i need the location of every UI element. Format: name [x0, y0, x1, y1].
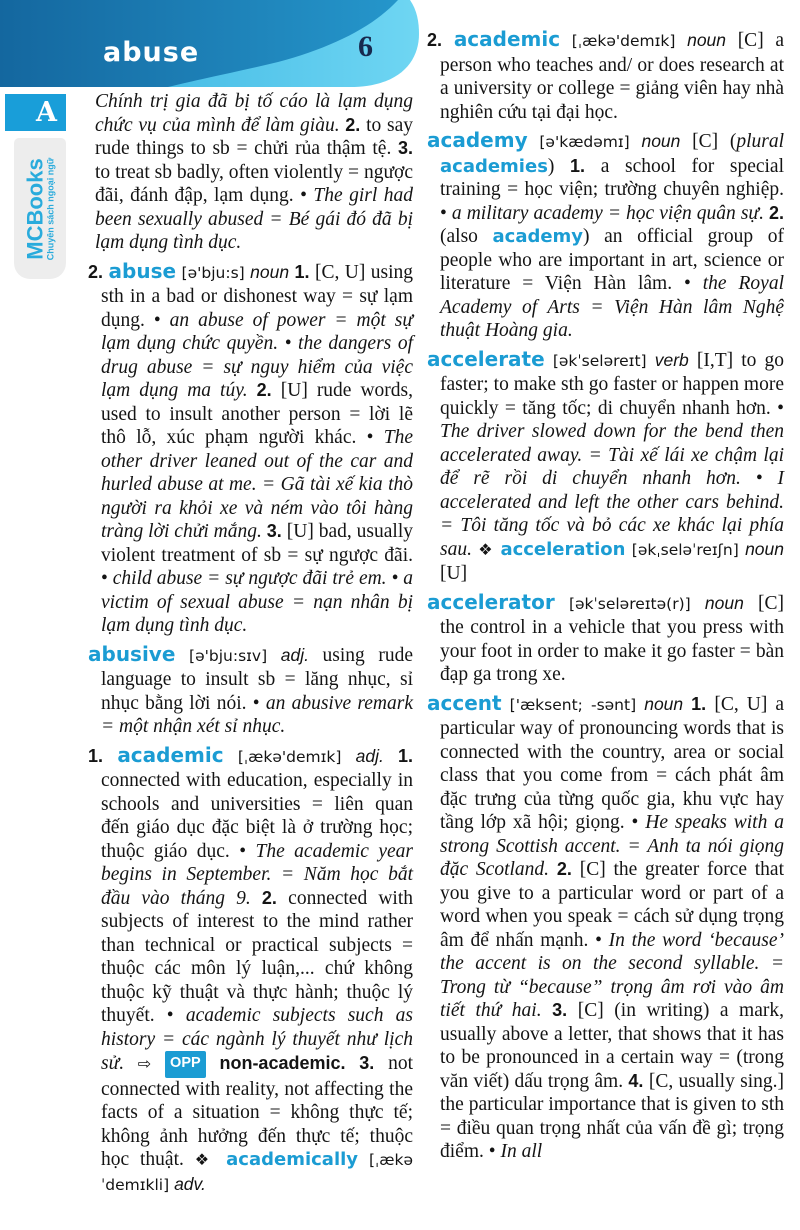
pronunciation: [ə'bju:s] — [176, 263, 251, 282]
example-text: academic subjects such as history = các ngành lý thuyết như lịch sử. — [101, 1005, 413, 1074]
marker-icon: ❖ — [194, 1150, 227, 1169]
pronunciation: ['æksent; -sənt] — [501, 695, 645, 714]
entry-academic-1 — [88, 744, 413, 1198]
definition-text: [U] bad, usually violent treatment of sb = sự ngược đãi. • — [101, 521, 413, 589]
entry-abuse — [88, 260, 413, 638]
headword: academic — [453, 27, 561, 51]
sense-number: 4. — [628, 1070, 649, 1091]
entry-accelerator — [427, 591, 784, 687]
entry-academy — [427, 129, 784, 343]
example-text: He speaks with a strong Scottish accent. = Anh ta nói giọng đặc Scotland. — [440, 812, 784, 880]
definition-text: [U] — [440, 563, 468, 584]
definition-text: [C] the greater force that you give to a particular word or part of a word when you speak = cách sử dụng trọng âm để nhấn mạnh. • — [440, 859, 784, 951]
part-of-speech: noun — [704, 592, 758, 613]
entry-abusive — [88, 643, 413, 739]
pronunciation: [əkˈseləreɪt] — [544, 351, 655, 370]
part-of-speech: noun — [745, 538, 785, 559]
definition-text: [C] ( — [692, 131, 737, 152]
headword: academic — [117, 742, 224, 767]
example-text: an abusive remark = một nhận xét sỉ nhục. — [101, 692, 413, 737]
opposite-badge: OPP — [165, 1051, 206, 1078]
definition-text: [C] (in writing) a mark, usually above a letter, that shows that it has to be pronounced in a certain way = (trong văn viết) dấu trọng âm. — [440, 1000, 784, 1092]
definition-text: connected with education, especially in schools and universities = liên quan đến giáo dục đặc biệt là ở trường học; thuộc giáo dục. • — [101, 770, 413, 862]
pronunciation: [ə'bju:sɪv] — [175, 646, 281, 665]
definition-text: (also — [440, 226, 493, 247]
sense-number: 2. — [261, 887, 289, 908]
definition-text: [C, U] a particular way of pronouncing words that is connected with the country, area or social class that you come from = cách phát âm đặc trưng của từng quốc gia, khu vực hay tầng lớp xã hội; giọng. • — [440, 693, 785, 833]
publisher-brand-rotated — [22, 157, 56, 260]
example-text: an abuse of power = một sự lạm dụng chức quyền. • the dangers of drug abuse = sự nguy hiểm của việc lạm dụng ma túy. — [101, 309, 413, 401]
headword: accelerator — [427, 589, 555, 614]
part-of-speech: verb — [654, 349, 697, 370]
pronunciation: [ə'kædəmɪ] — [527, 133, 642, 151]
sense-number: non-academic. 3. — [205, 1053, 389, 1073]
publisher-logo-text: MCBooks — [22, 157, 48, 260]
definition-text: [C, usually sing.] the particular importance that is given to sth = điều quan trọng nhất của vấn đề gì; trọng điểm. • — [440, 1070, 784, 1162]
sense-number: 1. — [570, 155, 601, 176]
headword: academy — [427, 128, 528, 152]
definition-text: connected with subjects of interest to the mind rather than technical or practical subjects = thuộc các môn lý luận,... chứ không thuộc kỹ thuật và thực hành; thuộc lý thuyết. • — [101, 887, 413, 1026]
definition-text: to say rude things to sb = chửi rủa thậm tệ. — [95, 114, 413, 159]
entry-continuation — [88, 90, 413, 255]
part-of-speech: noun — [687, 30, 738, 50]
definition-text: [C] the control in a vehicle that you press with your foot in order to make it go faster = bàn đạp ga trong xe. — [440, 592, 784, 685]
example-text: The driver slowed down for the bend then accelerated away. = Tài xế lái xe chậm lại để rẽ rồi di chuyển nhanh hơn. • I accelerated and left the other cars behind. = Tôi tăng tốc và bỏ các xe khác lại phía sau. — [440, 421, 784, 560]
sense-number: 1. — [397, 745, 413, 766]
sense-number: 3. — [552, 1000, 578, 1020]
pronunciation: [ˌækə'demɪk] — [560, 32, 688, 50]
derived-word: academy — [492, 226, 584, 247]
pronunciation: [ˌækəˈdemɪkli] — [101, 1151, 413, 1194]
example-text: the Royal Academy of Arts = Viện Hàn lâm Nghệ thuật Hoàng gia. — [440, 273, 785, 341]
page-header-banner — [0, 0, 424, 92]
definition-text: to treat sb badly, often violently = ngược đãi, đánh đập, lạm dụng. • — [95, 161, 413, 206]
entry-accelerate — [427, 348, 784, 586]
column-left — [88, 90, 413, 1202]
sense-number: 1. — [294, 261, 316, 282]
marker-icon: ⇨ — [137, 1054, 166, 1073]
pronunciation: [əkˌseləˈreɪʃn] — [625, 540, 746, 559]
example-text: child abuse = sự ngược đãi trẻ em. • a victim of sexual abuse = nạn nhân bị lạm dụng tình dục. — [101, 568, 413, 636]
example-text: plural — [736, 131, 784, 152]
definition-text: ) an official group of people who are important in art, science or literature = Viện Hàn lâm. • — [440, 226, 784, 294]
column-right — [427, 28, 784, 1169]
example-text: The other driver leaned out of the car and hurled abuse at me. = Gã tài xế kia thò người ra khỏi xe và ném vào tôi hàng tràng lời chửi mắng. — [101, 427, 413, 542]
part-of-speech: adj. — [280, 644, 323, 665]
sense-number: 2. — [345, 114, 367, 135]
part-of-speech: noun — [641, 131, 693, 151]
entry-accent — [427, 692, 784, 1164]
derived-word: acceleration — [500, 538, 626, 560]
definition-text: [I,T] to go faster; to make sth go faster or happen more quickly = tăng tốc; di chuyển nhanh hơn. • — [440, 349, 784, 419]
sense-number: 3. — [397, 138, 413, 158]
definition-text: not connected with reality, not affecting the facts of a situation = không thực tế; không ảnh hưởng đến thực tế; thuộc học thuật. — [101, 1053, 413, 1170]
sense-number: 2. — [556, 859, 580, 879]
sense-number: 2. — [88, 261, 109, 282]
running-headword: abuse — [103, 37, 200, 68]
definition-text: [C] a person who teaches and/ or does research at a university or college = giảng viên hay nhà nghiên cứu tại đại học. — [440, 30, 785, 123]
example-text: Chính trị gia đã bị tố cáo là lạm dụng chức vụ của mình để làm giàu. — [95, 91, 413, 136]
definition-text: [U] rude words, used to insult another person = lời lẽ thô lỗ, xúc phạm người khác. • — [101, 380, 413, 448]
definition-text: a school for special training = học viện; trường chuyên nghiệp. • — [440, 155, 784, 224]
sense-number: 2. — [427, 30, 454, 50]
sense-number: 2. — [256, 380, 281, 400]
sense-number: 2. — [769, 202, 785, 223]
part-of-speech: adv. — [174, 1173, 206, 1194]
sense-number: 1. — [88, 745, 118, 766]
marker-icon: ❖ — [478, 539, 501, 559]
derived-word: academically — [226, 1149, 359, 1170]
example-text: In the word ‘because’ the accent is on the second syllable. = Trong từ “because” trọng âm rơi vào âm tiết thứ hai. — [440, 929, 784, 1021]
definition-text: using rude language to insult sb = lăng nhục, sỉ nhục bằng lời nói. • — [101, 644, 414, 714]
example-text: The academic year begins in September. = Năm học bắt đầu vào tháng 9. — [101, 840, 413, 909]
derived-word: academies — [440, 155, 548, 177]
example-text: The girl had been sexually abused = Bé gái đó đã bị lạm dụng tình dục. — [95, 185, 413, 253]
pronunciation: [əkˈseləreɪtə(r)] — [554, 594, 705, 613]
example-text: In all — [500, 1141, 543, 1162]
definition-text: ) — [547, 155, 570, 177]
headword: abusive — [88, 641, 176, 666]
publisher-brand-tab — [14, 138, 66, 279]
publisher-tagline: Chuyên sách ngoại ngữ — [45, 157, 56, 260]
part-of-speech: noun — [644, 693, 692, 714]
pronunciation: [ˌækə'demɪk] — [223, 747, 356, 766]
sense-number: 3. — [266, 521, 287, 541]
definition-text: [C, U] using sth in a bad or dishonest way = sự lạm dụng. • — [101, 261, 414, 331]
entry-academic-2 — [427, 28, 784, 124]
sense-number: 1. — [691, 693, 715, 714]
headword: accelerate — [427, 346, 545, 371]
page-number: 6 — [358, 30, 373, 63]
example-text: a military academy = học viện quân sự. — [451, 202, 769, 224]
headword: accent — [427, 690, 502, 715]
part-of-speech: noun — [250, 261, 295, 282]
part-of-speech: adj. — [355, 745, 398, 766]
section-letter-tab: A — [5, 94, 66, 131]
headword: abuse — [108, 258, 177, 283]
